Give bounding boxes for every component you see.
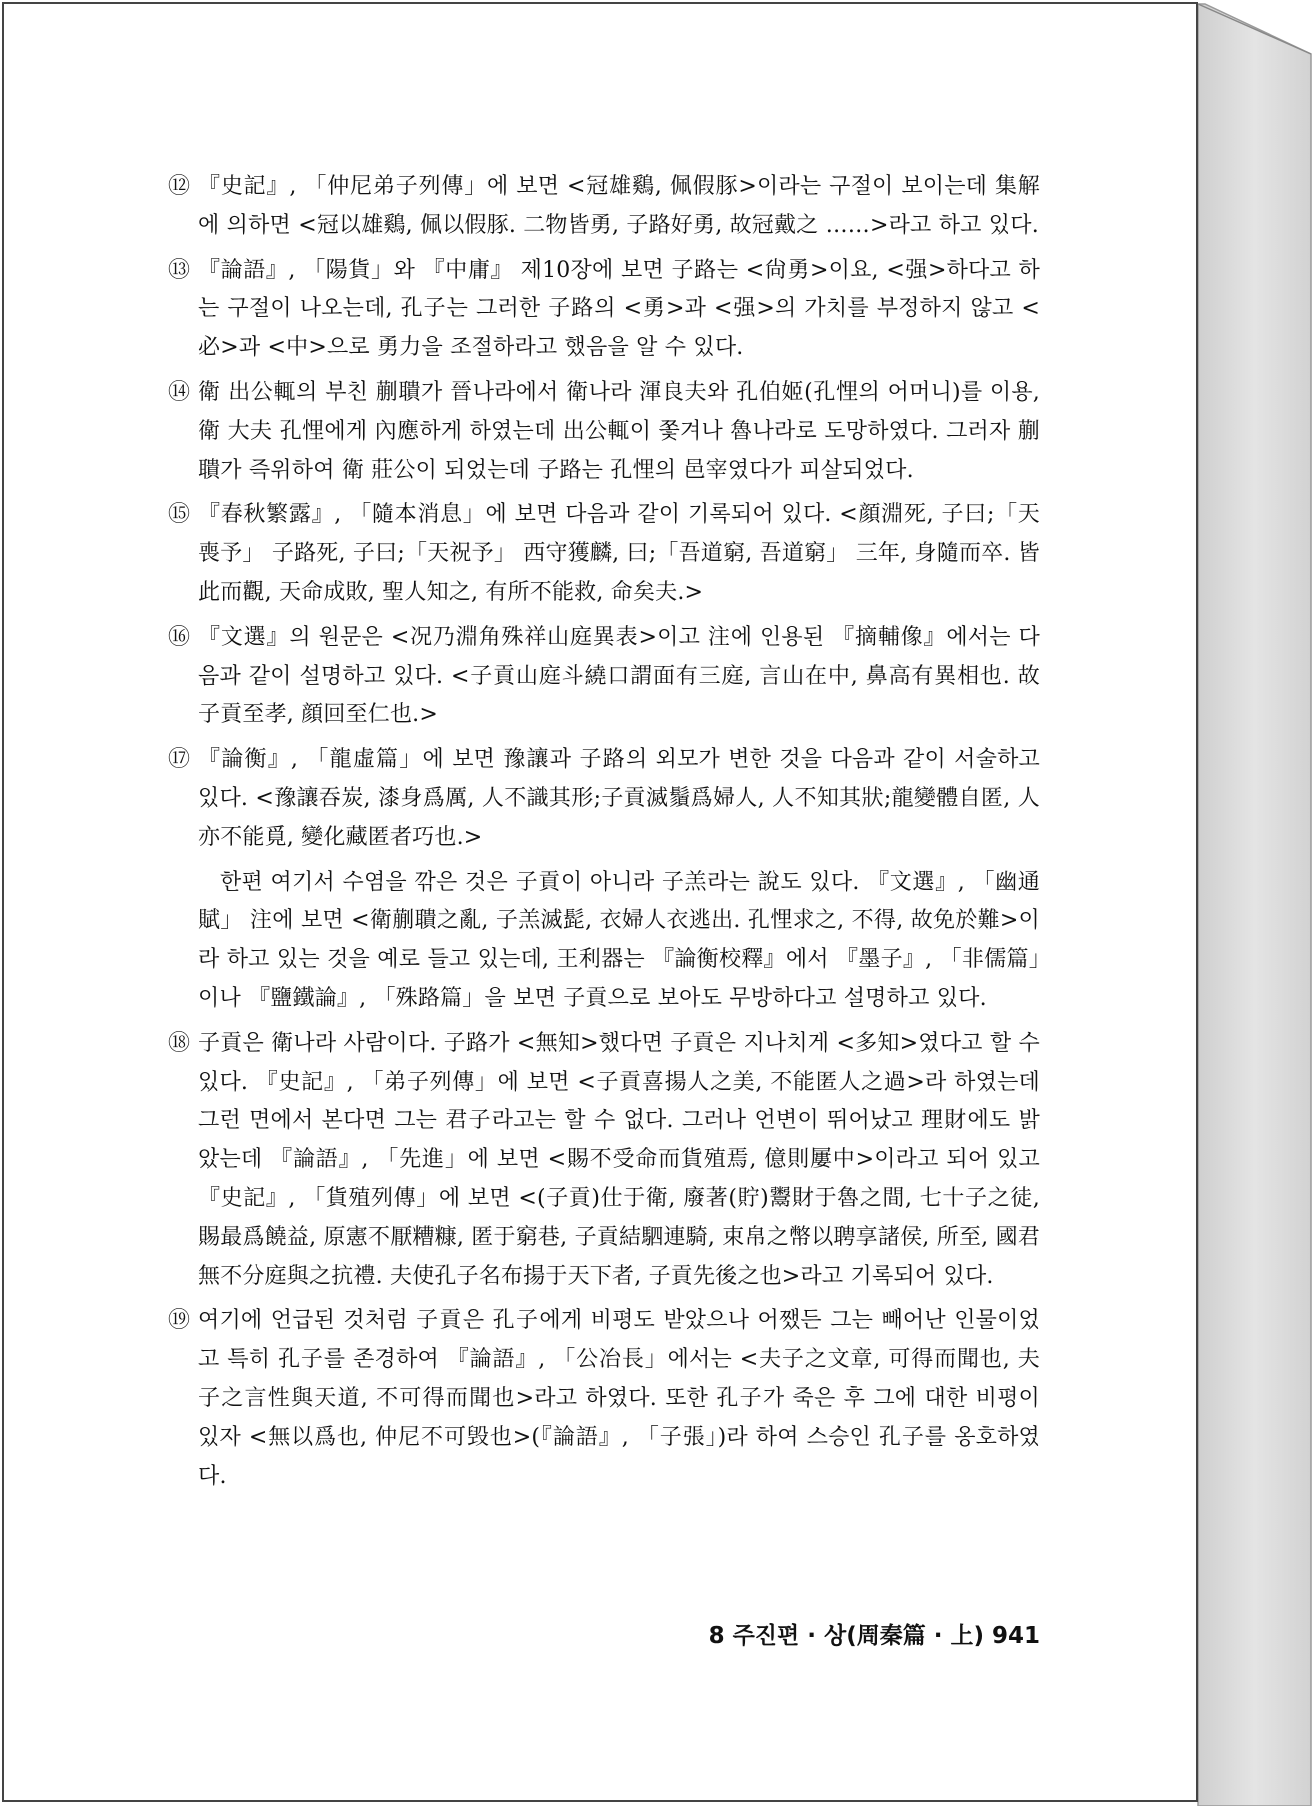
footnote-13 — [168, 252, 1040, 368]
footnote-19 — [168, 1302, 1040, 1496]
footnote-text: 『史記』, 「仲尼弟子列傳」에 보면 <冠雄鷄, 佩假豚>이라는 구절이 보이는데 集解에 의하면 <冠以雄鷄, 佩以假豚. 二物皆勇, 子路好勇, 故冠戴之 ……>라고 하고 있다. — [198, 174, 1040, 238]
footnote-number: ⑱ — [168, 1030, 191, 1056]
footnote-number: ⑮ — [168, 502, 191, 528]
footnote-number: ⑬ — [168, 257, 191, 283]
footnote-18 — [168, 1025, 1040, 1297]
footnote-number: ⑫ — [168, 174, 191, 199]
notes-content — [168, 168, 1040, 1502]
footnote-number: ⑯ — [168, 624, 191, 650]
footnote-text: 『文選』의 원문은 <况乃淵角殊祥山庭異表>이고 注에 인용된 『摘輔像』에서는 다음과 같이 설명하고 있다. <子貢山庭斗繞口謂面有三庭, 言山在中, 鼻高有異相也. 故子貢至孝, 顔回至仁也.> — [198, 624, 1040, 728]
footnote-14 — [168, 374, 1040, 490]
footnote-text: 衛 出公輒의 부친 蒯聵가 晉나라에서 衛나라 渾良夫와 孔伯姬(孔悝의 어머니)를 이용, 衛 大夫 孔悝에게 內應하게 하였는데 出公輒이 쫓겨나 魯나라로 도망하였다. 그러자 蒯聵가 즉위하여 衛 莊公이 되었는데 子路는 孔悝의 邑宰였다가 피살되었다. — [198, 379, 1040, 483]
footnote-text: 『論衡』, 「龍虛篇」에 보면 豫讓과 子路의 외모가 변한 것을 다음과 같이 서술하고 있다. <豫讓吞炭, 漆身爲厲, 人不識其形;子貢滅鬚爲婦人, 人不知其狀;龍變體自匿, 人亦不能覓, 變化藏匿者巧也.> — [198, 747, 1040, 850]
footnote-text: 子貢은 衛나라 사람이다. 子路가 <無知>했다면 子貢은 지나치게 <多知>였다고 할 수 있다. 『史記』, 「弟子列傳」에 보면 <子貢喜揚人之美, 不能匿人之過>라 하였는데 그런 면에서 본다면 그는 君子라고는 할 수 없다. 그러나 언변이 뛰어났고 理財에도 밝았는데 『論語』, 「先進」에 보면 <賜不受命而貨殖焉, 億則屢中>이라고 되어 있고 『史記』, 「貨殖列傳」에 보면 <(子貢)仕于衛, 廢著(貯)鬻財于魯之間, 七十子之徒, 賜最爲饒益, 原憲不厭糟糠, 匿于窮巷, 子貢結駟連騎, 束帛之幣以聘享諸侯, 所至, 國君無不分庭與之抗禮. 夫使孔子名布揚于天下者, 子貢先後之也>라고 기록되어 있다. — [198, 1030, 1040, 1289]
footnote-number: ⑰ — [168, 747, 191, 773]
footnote-15 — [168, 496, 1040, 612]
page-footer: 8 주진편 · 상(周秦篇 · 上) 941 — [708, 1623, 1040, 1649]
footnote-text: 여기에 언급된 것처럼 子貢은 孔子에게 비평도 받았으나 어쨌든 그는 빼어난 인물이었고 특히 孔子를 존경하여 『論語』, 「公冶長」에서는 <夫子之文章, 可得而聞也, 夫子之言性與天道, 不可得而聞也>라고 하였다. 또한 孔子가 죽은 후 그에 대한 비평이 있자 <無以爲也, 仲尼不可毁也>(『論語』, 「子張」)라 하여 스승인 孔子를 옹호하였다. — [198, 1308, 1040, 1489]
footnote-17-continuation: 한편 여기서 수염을 깎은 것은 子貢이 아니라 子羔라는 說도 있다. 『文選』, 「幽通賦」 注에 보면 <衛蒯聵之亂, 子羔滅髭, 衣婦人衣逃出. 孔悝求之, 不得, 故免於難>이라 하고 있는 것을 예로 들고 있는데, 王利器는 『論衡校釋』에서 『墨子』, 「非儒篇」이나 『鹽鐵論』, 「殊路篇」을 보면 子貢으로 보아도 무방하다고 설명하고 있다. — [198, 869, 1040, 1011]
footnote-text: 『論語』, 「陽貨」와 『中庸』 제10장에 보면 子路는 <尙勇>이요, <强>하다고 하는 구절이 나오는데, 孔子는 그러한 子路의 <勇>과 <强>의 가치를 부정하지 않고 <必>과 <中>으로 勇力을 조절하라고 했음을 알 수 있다. — [198, 257, 1040, 361]
footnote-number: ⑭ — [168, 379, 191, 405]
footnote-number: ⑲ — [168, 1308, 191, 1334]
footnote-16 — [168, 619, 1040, 735]
footnote-17 — [168, 741, 1040, 857]
footnote-text: 『春秋繁露』, 「隨本消息」에 보면 다음과 같이 기록되어 있다. <顔淵死, 子曰;「天喪予」 子路死, 子曰;「天祝予」 西守獲麟, 曰;「吾道窮, 吾道窮」 三年, 身隨而卒. 皆此而觀, 天命成敗, 聖人知之, 有所不能救, 命矣夫.> — [198, 502, 1040, 605]
footnote-12 — [168, 168, 1040, 246]
